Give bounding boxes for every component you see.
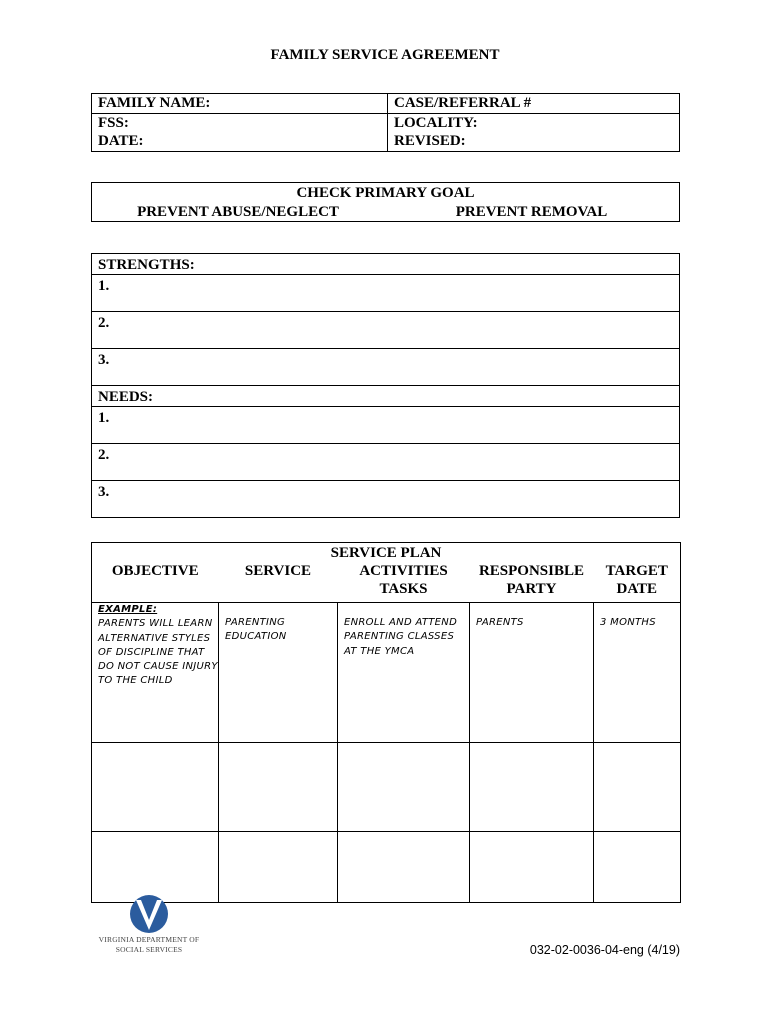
case-info-table	[91, 93, 680, 152]
objective-column-header: OBJECTIVE	[92, 562, 219, 603]
agency-name	[84, 935, 214, 955]
target-date-cell[interactable]	[594, 832, 681, 903]
activities-cell[interactable]	[338, 743, 470, 832]
example-responsible: PARENTS	[470, 603, 594, 743]
service-plan-table	[91, 542, 681, 903]
target-date-cell[interactable]	[594, 743, 681, 832]
service-cell[interactable]	[219, 832, 338, 903]
objective-cell[interactable]	[92, 743, 219, 832]
needs-heading: NEEDS:	[92, 386, 680, 407]
plan-row	[92, 832, 681, 903]
responsible-cell[interactable]	[470, 743, 594, 832]
example-target-date: 3 MONTHS	[594, 603, 681, 743]
case-referral-field[interactable]: CASE/REFERRAL #	[388, 94, 680, 114]
strength-item-2[interactable]: 2.	[92, 312, 680, 349]
fss-field[interactable]: FSS:	[92, 113, 388, 132]
responsible-cell[interactable]	[470, 832, 594, 903]
goal-option-prevent-removal[interactable]: PREVENT REMOVAL	[384, 202, 680, 222]
primary-goal-heading: CHECK PRIMARY GOAL	[92, 183, 680, 203]
need-item-1[interactable]: 1.	[92, 407, 680, 444]
form-number: 032-02-0036-04-eng (4/19)	[529, 943, 680, 957]
goal-option-prevent-abuse[interactable]: PREVENT ABUSE/NEGLECT	[92, 202, 385, 222]
example-activities: ENROLL AND ATTEND PARENTING CLASSES AT THE YMCA	[338, 603, 470, 743]
page-title: FAMILY SERVICE AGREEMENT	[270, 47, 500, 63]
example-row	[92, 603, 681, 743]
example-service: PARENTING EDUCATION	[219, 603, 338, 743]
agency-name-line-1: VIRGINIA DEPARTMENT OF	[98, 935, 200, 944]
strength-item-3[interactable]: 3.	[92, 349, 680, 386]
family-name-field[interactable]: FAMILY NAME:	[92, 94, 388, 114]
revised-field[interactable]: REVISED:	[388, 132, 680, 151]
service-column-header: SERVICE	[219, 562, 338, 603]
agency-name-line-2: SOCIAL SERVICES	[115, 945, 183, 954]
example-objective-cell	[92, 603, 219, 743]
activities-column-header: ACTIVITIES TASKS	[338, 562, 470, 603]
service-plan-heading: SERVICE PLAN	[92, 543, 681, 563]
need-item-2[interactable]: 2.	[92, 444, 680, 481]
strength-item-1[interactable]: 1.	[92, 275, 680, 312]
objective-cell[interactable]	[92, 832, 219, 903]
strengths-heading: STRENGTHS:	[92, 254, 680, 275]
target-date-column-header: TARGET DATE	[594, 562, 681, 603]
example-objective: PARENTS WILL LEARN ALTERNATIVE STYLES OF DISCIPLINE THAT DO NOT CAUSE INJURY TO THE CHILD	[98, 618, 218, 687]
need-item-3[interactable]: 3.	[92, 481, 680, 518]
plan-row	[92, 743, 681, 832]
strengths-needs-table	[91, 253, 680, 518]
responsible-column-header: RESPONSIBLE PARTY	[470, 562, 594, 603]
date-field[interactable]: DATE:	[92, 132, 388, 151]
activities-cell[interactable]	[338, 832, 470, 903]
locality-field[interactable]: LOCALITY:	[388, 113, 680, 132]
example-label: EXAMPLE:	[98, 604, 158, 615]
primary-goal-box	[91, 182, 680, 222]
service-cell[interactable]	[219, 743, 338, 832]
